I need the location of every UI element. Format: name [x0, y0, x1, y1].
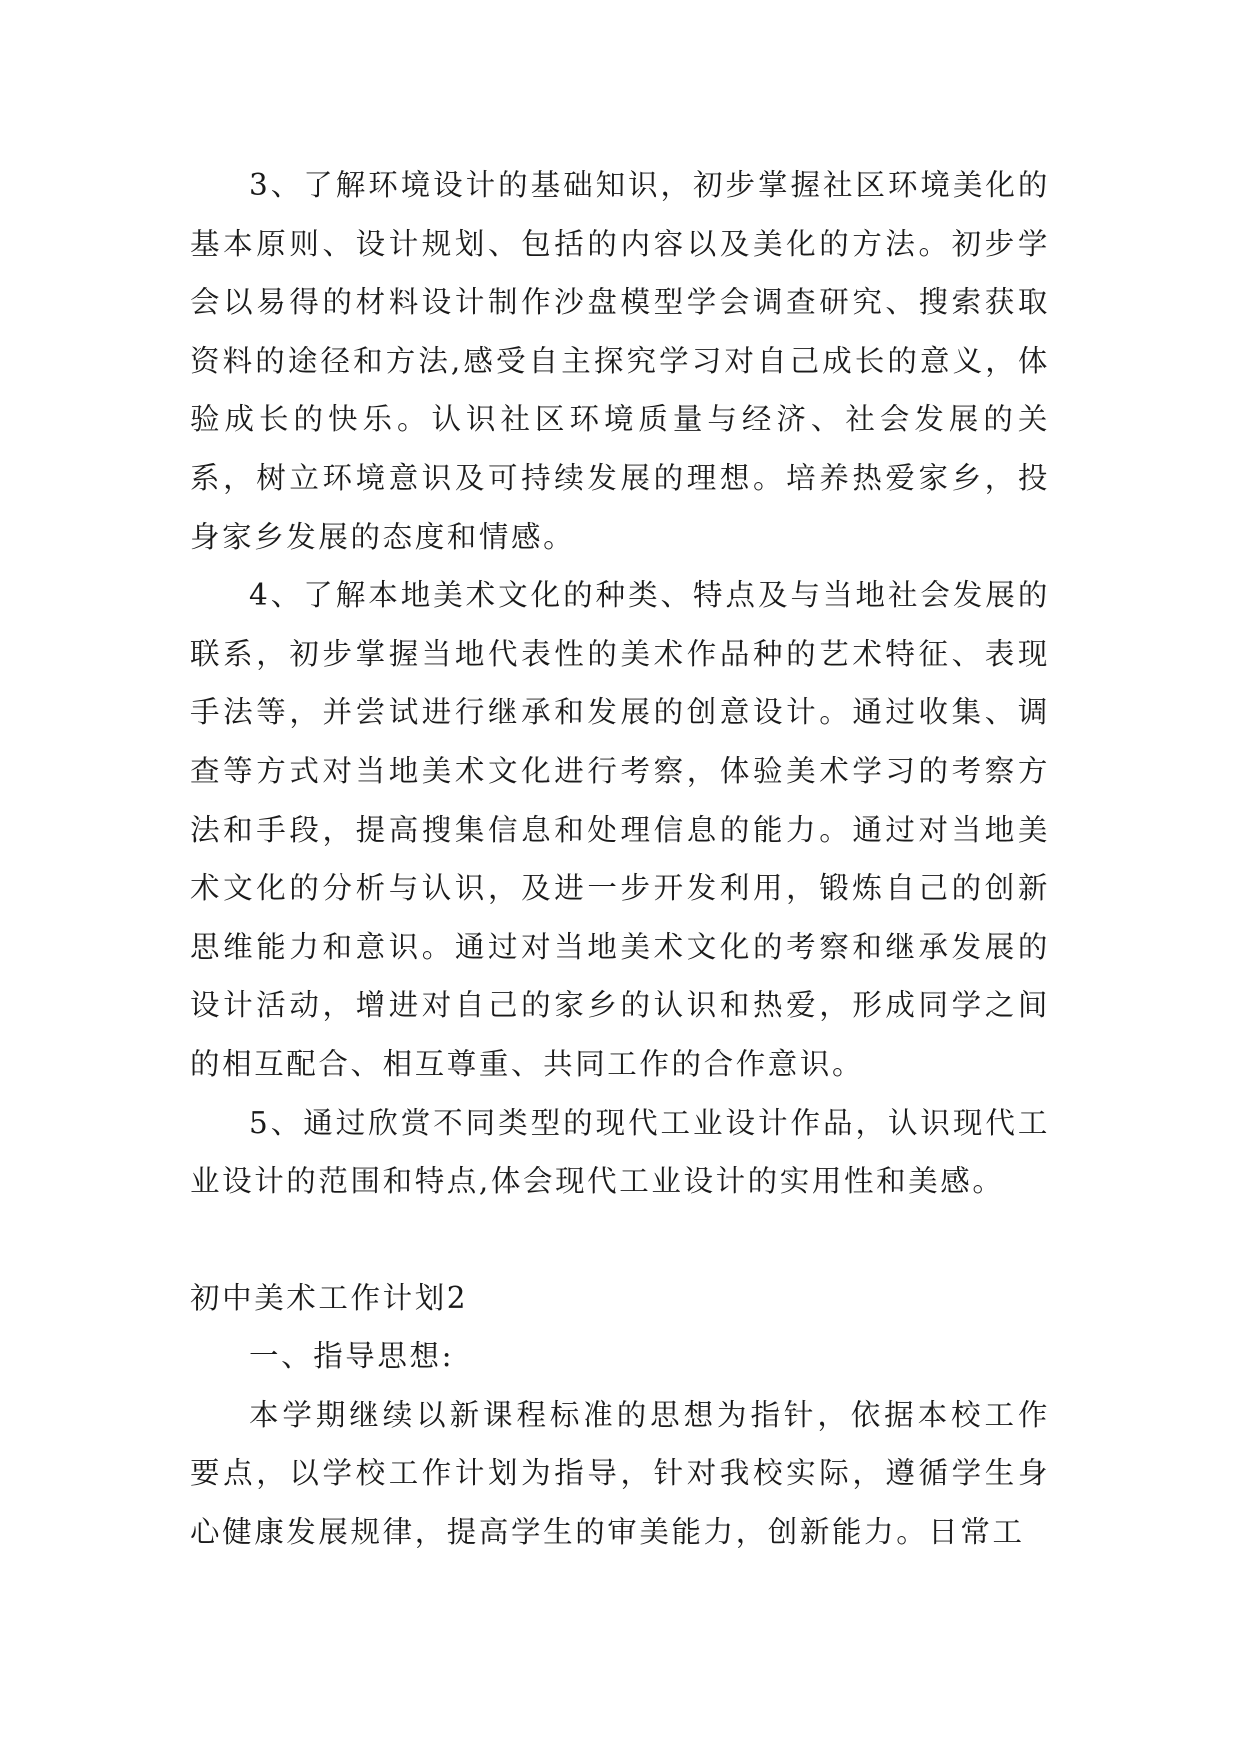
paragraph-guiding-thought: 本学期继续以新课程标准的思想为指针，依据本校工作要点，以学校工作计划为指导，针对我校实际，遵循学生身心健康发展规律，提高学生的审美能力，创新能力。日常工	[190, 1397, 1050, 1550]
paragraph-item-3: 3、了解环境设计的基础知识，初步掌握社区环境美化的基本原则、设计规划、包括的内容以及美化的方法。初步学会以易得的材料设计制作沙盘模型学会调查研究、搜索获取资料的途径和方法,感受自主探究学习对自己成长的意义，体验成长的快乐。认识社区环境质量与经济、社会发展的关系，树立环境意识及可持续发展的理想。培养热爱家乡，投身家乡发展的态度和情感。	[190, 168, 1050, 554]
document-body	[190, 156, 1050, 1562]
subsection-title: 一、指导思想:	[249, 1339, 455, 1374]
paragraph-item-4: 4、了解本地美术文化的种类、特点及与当地社会发展的联系，初步掌握当地代表性的美术作品种的艺术特征、表现手法等，并尝试进行继承和发展的创意设计。通过收集、调查等方式对当地美术文化进行考察，体验美术学习的考察方法和手段，提高搜集信息和处理信息的能力。通过对当地美术文化的分析与认识，及进一步开发利用，锻炼自己的创新思维能力和意识。通过对当地美术文化的考察和继承发展的设计活动，增进对自己的家乡的认识和热爱，形成同学之间的相互配合、相互尊重、共同工作的合作意识。	[190, 578, 1050, 1081]
section-title: 初中美术工作计划2	[190, 1280, 469, 1315]
paragraph-item-5: 5、通过欣赏不同类型的现代工业设计作品，认识现代工业设计的范围和特点,体会现代工业设计的实用性和美感。	[190, 1105, 1050, 1199]
